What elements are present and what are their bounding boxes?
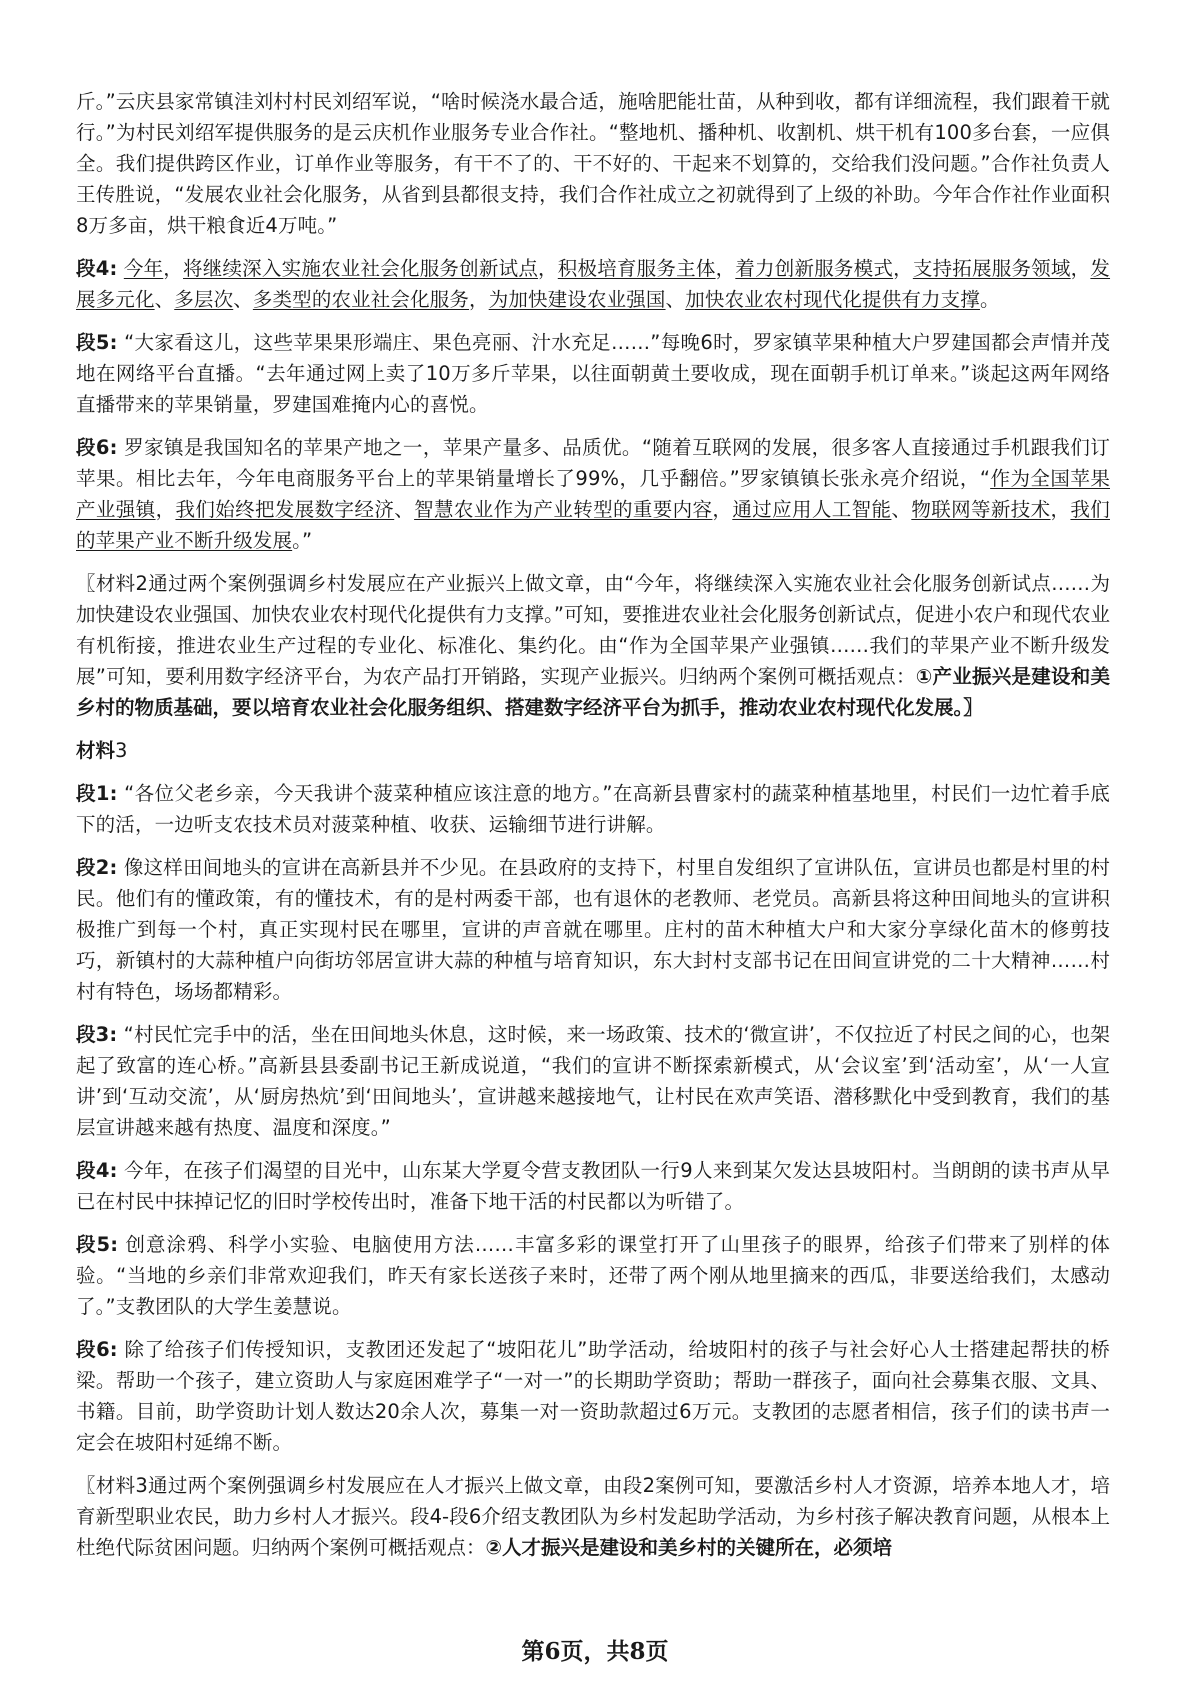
paragraph-label: 段4: — [76, 1159, 118, 1182]
underlined-text: 积极培育服务主体 — [557, 257, 716, 280]
underlined-text: 支持拓展服务领域 — [912, 257, 1071, 280]
paragraph-p7: 段2: 像这样田间地头的宣讲在高新县并不少见。在县政府的支持下，村里自发组织了宣讲队伍，宣讲员也都是村里的村民。他们有的懂政策，有的懂技术，有的是村两委干部，也有退休的老教师、老党员。高新县将这种田间地头的宣讲积极推广到每一个村，真正实现村民在哪里，宣讲的声音就在哪里。庄村的苗木种植大户和大家分享绿化苗木的修剪技巧，新镇村的大蒜种植户向街坊邻居宣讲大蒜的种植与培育知识，东大封村支部书记在田间宣讲党的二十大精神……村村有特色，场场都精彩。 — [76, 856, 1110, 1003]
underlined-text: 智慧农业作为产业转型的重要内容 — [414, 498, 713, 521]
page-footer: 第6页，共8页 — [521, 1638, 669, 1665]
paragraph-p6: 段1: “各位父老乡亲，今天我讲个菠菜种植应该注意的地方。”在高新县曹家村的蔬菜种植基地里，村民们一边忙着手底下的活，一边听支农技术员对菠菜种植、收获、运输细节进行讲解。 — [76, 782, 1110, 836]
paragraph-p10: 段5: 创意涂鸦、科学小实验、电脑使用方法……丰富多彩的课堂打开了山里孩子的眼界，给孩子们带来了别样的体验。“当地的乡亲们非常欢迎我们，昨天有家长送孩子来时，还带了两个刚从地里摘来的西瓜，非要送给我们，太感动了。”支教团队的大学生姜慧说。 — [76, 1233, 1110, 1318]
underlined-text: 我们始终把发展数字经济 — [175, 498, 395, 521]
underlined-text: 将继续深入实施农业社会化服务创新试点 — [183, 257, 539, 280]
underlined-text: 今年 — [123, 257, 164, 280]
underlined-text: 作为全国苹果产业强镇 — [76, 467, 1110, 521]
underlined-text: 为加快建设农业强国 — [488, 288, 666, 311]
paragraph-p2: 段5: “大家看这儿，这些苹果果形端庄、果色亮丽、汁水充足……”每晚6时，罗家镇苹果种植大户罗建国都会声情并茂地在网络平台直播。“去年通过网上卖了10万多斤苹果，以往面朝黄土要收成，现在面朝手机订单来。”谈起这两年网络直播带来的苹果销量，罗建国难掩内心的喜悦。 — [76, 331, 1110, 416]
paragraph-p9: 段4: 今年，在孩子们渴望的目光中，山东某大学夏令营支教团队一行9人来到某欠发达县坡阳村。当朗朗的读书声从早已在村民中抹掉记忆的旧时学校传出时，准备下地干活的村民都以为听错了。 — [76, 1159, 1110, 1213]
paragraph-label: 段6: — [76, 1338, 118, 1361]
paragraph-p3: 段6: 罗家镇是我国知名的苹果产地之一，苹果产量多、品质优。“随着互联网的发展，很多客人直接通过手机跟我们订苹果。相比去年，今年电商服务平台上的苹果销量增长了99%，几乎翻倍。”罗家镇镇长张永亮介绍说，“作为全国苹果产业强镇，我们始终把发展数字经济、智慧农业作为产业转型的重要内容，通过应用人工智能、物联网等新技术，我们的苹果产业不断升级发展。” — [76, 436, 1110, 552]
paragraph-label: 段1: — [76, 782, 118, 805]
underlined-text: 多类型的农业社会化服务 — [252, 288, 470, 311]
bold-conclusion: ②人才振兴是建设和美乡村的关键所在，必须培 — [485, 1536, 893, 1559]
paragraph-p0: 斤。”云庆县家常镇洼刘村村民刘绍军说，“啥时候浇水最合适，施啥肥能壮苗，从种到收，都有详细流程，我们跟着干就行。”为村民刘绍军提供服务的是云庆机作业服务专业合作社。“整地机、播种机、收割机、烘干机有100多台套，一应俱全。我们提供跨区作业，订单作业等服务，有干不了的、干不好的、干起来不划算的，交给我们没问题。”合作社负责人王传胜说，“发展农业社会化服务，从省到县都很支持，我们合作社成立之初就得到了上级的补助。今年合作社作业面积8万多亩，烘干粮食近4万吨。” — [76, 90, 1110, 237]
page-body — [76, 86, 1110, 1575]
paragraph-p1: 段4: 今年，将继续深入实施农业社会化服务创新试点，积极培育服务主体，着力创新服务模式，支持拓展服务领域，发展多元化、多层次、多类型的农业社会化服务，为加快建设农业强国、加快农业农村现代化提供有力支撑。 — [76, 257, 1111, 311]
paragraph-p8: 段3: “村民忙完手中的活，坐在田间地头休息，这时候，来一场政策、技术的‘微宣讲’，不仅拉近了村民之间的心，也架起了致富的连心桥。”高新县县委副书记王新成说道，“我们的宣讲不断探索新模式，从‘会议室’到‘活动室’，从‘一人宣讲’到‘互动交流’，从‘厨房热炕’到‘田间地头’，宣讲越来越接地气，让村民在欢声笑语、潜移默化中受到教育，我们的基层宣讲越来越有热度、温度和深度。” — [76, 1023, 1110, 1139]
underlined-text: 通过应用人工智能 — [732, 498, 892, 521]
bold-conclusion: ①产业振兴是建设和美乡村的物质基础，要以培育农业社会化服务组织、搭建数字经济平台为抓手，推动农业农村现代化发展。〗 — [76, 665, 1110, 719]
underlined-text: 我们的苹果产业不断升级发展 — [76, 498, 1110, 552]
underlined-text: 多层次 — [174, 288, 234, 311]
paragraph-p4: 〖材料2通过两个案例强调乡村发展应在产业振兴上做文章，由“今年，将继续深入实施农业社会化服务创新试点……为加快建设农业强国、加快农业农村现代化提供有力支撑。”可知，要推进农业社会化服务创新试点，促进小农户和现代农业有机衔接，推进农业生产过程的专业化、标准化、集约化。由“作为全国苹果产业强镇……我们的苹果产业不断升级发展”可知，要利用数字经济平台，为农产品打开销路，实现产业振兴。归纳两个案例可概括观点：①产业振兴是建设和美乡村的物质基础，要以培育农业社会化服务组织、搭建数字经济平台为抓手，推动农业农村现代化发展。〗 — [76, 572, 1110, 719]
underlined-text: 加快农业农村现代化提供有力支撑 — [685, 288, 980, 311]
paragraph-label: 段4: — [76, 257, 118, 280]
paragraph-label: 段2: — [76, 856, 118, 879]
underlined-text: 物联网等新技术 — [911, 498, 1051, 521]
paragraph-label: 段5: — [76, 331, 118, 354]
paragraph-label: 段6: — [76, 436, 118, 459]
paragraph-p11: 段6: 除了给孩子们传授知识，支教团还发起了“坡阳花儿”助学活动，给坡阳村的孩子与社会好心人士搭建起帮扶的桥梁。帮助一个孩子，建立资助人与家庭困难学子“一对一”的长期助学资助；帮助一群孩子，面向社会募集衣服、文具、书籍。目前，助学资助计划人数达20余人次，募集一对一资助款超过6万元。支教团的志愿者相信，孩子们的读书声一定会在坡阳村延绵不断。 — [76, 1338, 1110, 1454]
underlined-text: 着力创新服务模式 — [735, 257, 894, 280]
paragraph-label: 段5: — [76, 1233, 119, 1256]
paragraph-p12: 〖材料3通过两个案例强调乡村发展应在人才振兴上做文章，由段2案例可知，要激活乡村人才资源，培养本地人才，培育新型职业农民，助力乡村人才振兴。段4-段6介绍支教团队为乡村发起助学活动，为乡村孩子解决教育问题，从根本上杜绝代际贫困问题。归纳两个案例可概括观点：②人才振兴是建设和美乡村的关键所在，必须培 — [76, 1474, 1110, 1559]
underlined-text: 发展多元化 — [76, 257, 1111, 311]
paragraph-p5: 材料3 — [76, 739, 128, 762]
paragraph-label: 段3: — [76, 1023, 118, 1046]
